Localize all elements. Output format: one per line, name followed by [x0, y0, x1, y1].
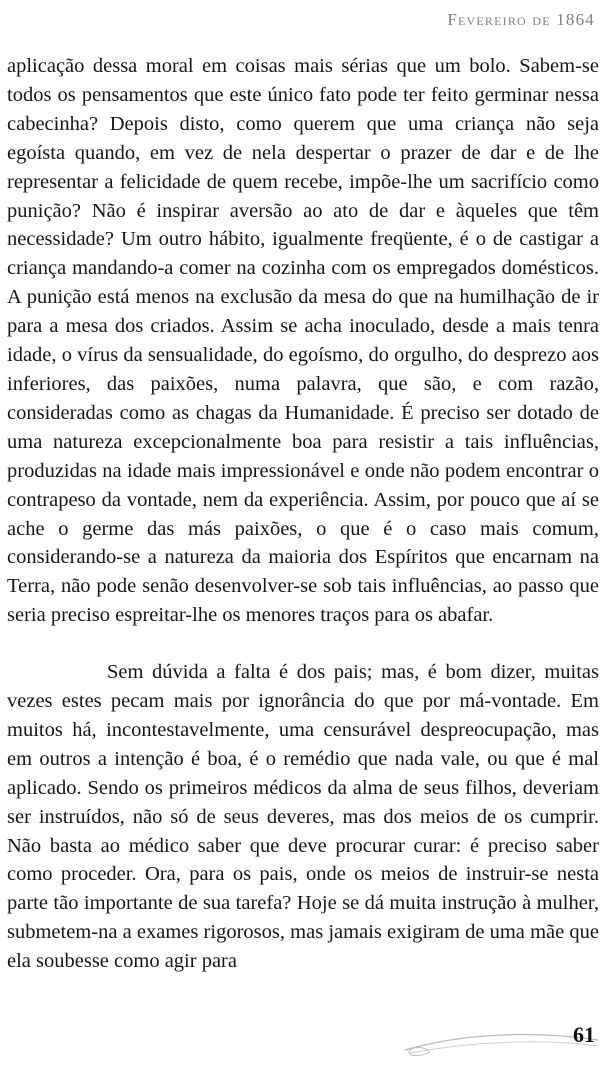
paragraph-2: Sem dúvida a falta é dos pais; mas, é bom dizer, muitas vezes estes pecam mais por ignorância do que por má-vontade. Em muitos há, incontestavelmente, uma censurável despreocupação, mas em outros a intenção é boa, é o remédio que nada vale, ou que é mal aplicado. Sendo os primeiros médicos da alma de seus filhos, deveriam ser instruídos, não só de seus deveres, mas dos meios de os cumprir. Não basta ao médico saber que deve procurar curar: é preciso saber como proceder. Ora, para os pais, onde os meios de instruir-se nesta parte tão importante de sua tarefa? Hoje se dá muita instrução à mulher, submetem-na a exames rigorosos, mas jamais exigiram de uma mãe que ela soubesse como agir para	[7, 661, 599, 973]
page-number: 61	[573, 1022, 595, 1047]
paragraph-1: aplicação dessa moral em coisas mais sérias que um bolo. Sabem-se todos os pensamentos que este único fato pode ter feito germinar nessa cabecinha? Depois disto, como querem que uma criança não seja egoísta quando, em vez de nela despertar o prazer de dar e de lhe representar a felicidade de quem recebe, impõe-lhe um sacrifício como punição? Não é inspirar aversão ao ato de dar e àqueles que têm necessidade? Um outro hábito, igualmente freqüente, é o de castigar a criança mandando-a comer na cozinha com os empregados domésticos. A punição está menos na exclusão da mesa do que na humilhação de ir para a mesa dos criados. Assim se acha inoculado, desde a mais tenra idade, o vírus da sensualidade, do egoísmo, do orgulho, do desprezo aos inferiores, das paixões, numa palavra, que são, e com razão, consideradas como as chagas da Humanidade. É preciso ser dotado de uma natureza excepcionalmente boa para resistir a tais influências, produzidas na idade mais impressionável e onde não podem encontrar o contrapeso da vontade, nem da experiência. Assim, por pouco que aí se ache o germe das más paixões, o que é o caso mais comum, considerando-se a natureza da maioria dos Espíritos que encarnam na Terra, não pode senão desenvolver-se sob tais influências, ao passo que seria preciso espreitar-lhe os menores traços para os abafar.	[7, 55, 599, 627]
footer-flourish-ornament	[400, 1020, 600, 1060]
running-header: Fevereiro de 1864	[447, 10, 595, 29]
page-body	[7, 52, 599, 976]
